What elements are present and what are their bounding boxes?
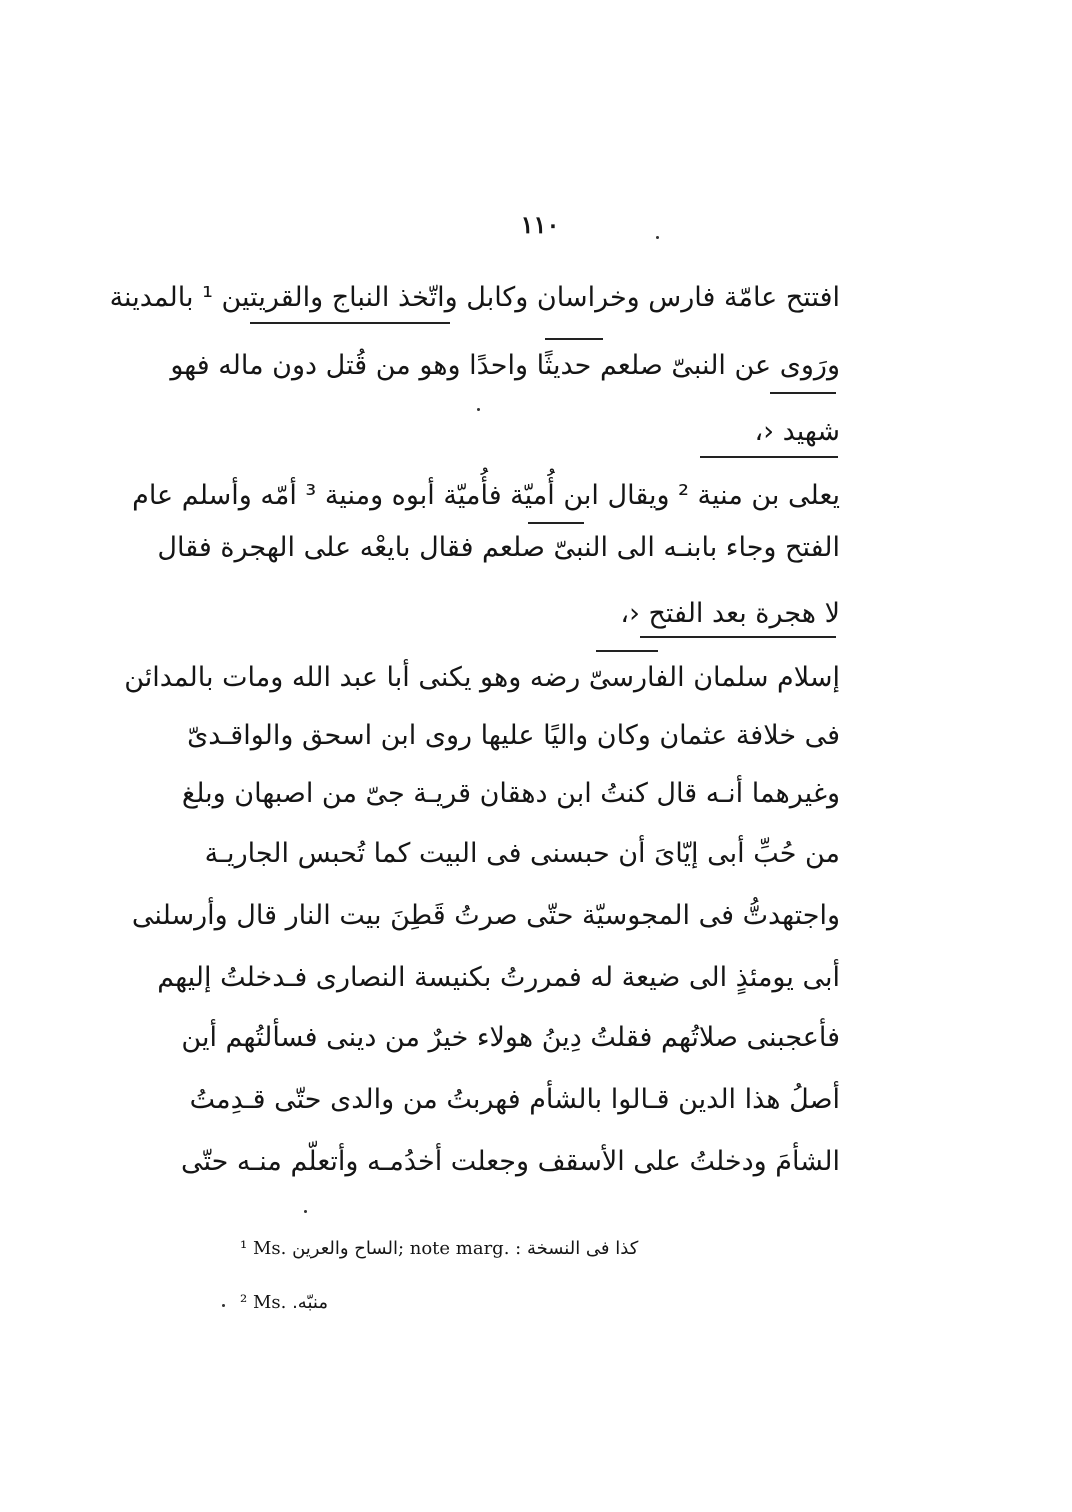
footnote-arabic: الساح والعرين <box>292 1238 398 1259</box>
text-line-11: واجتهدتُّ فى المجوسيّة حتّى صرتُ قَطِنَ بيت النار قال وأرسلنى <box>131 900 840 931</box>
text-line-1: افتتح عامّة فارس وخراسان وكابل واتّخذ النباج والقريتين ¹ بالمدينة <box>109 282 840 313</box>
text-line-9: وغيرهما أنـه قال كنتُ ابن دهقان قريـة جىّ من اصبهان وبلغ <box>181 778 840 809</box>
honorific-overline <box>528 522 584 524</box>
text-line-13: فأعجبنى صلاتُهم فقلتُ دِينُ هولاء خيرٌ من دينى فسألتُهم أين <box>181 1022 840 1053</box>
print-speck <box>222 1304 225 1307</box>
print-speck <box>304 1210 307 1213</box>
footnote-arabic: منبّه. <box>292 1292 328 1313</box>
footnote-2 <box>240 1290 710 1316</box>
section-end-rule <box>700 456 838 458</box>
footnote-label: Ms. <box>252 1292 287 1313</box>
text-line-2: ورَوى عن النبىّ صلعم حديثًا واحدًا وهو من قُتل دون ماله فهو <box>170 350 840 381</box>
text-line-15: الشأمَ ودخلتُ على الأسقف وجعلت أخدُمـه وأتعلّم منـه حتّى <box>180 1146 840 1177</box>
section-end-rule <box>640 636 836 638</box>
text-line-5: الفتح وجاء بابنـه الى النبىّ صلعم فقال بايعْه على الهجرة فقال <box>157 532 840 563</box>
text-line-8: فى خلافة عثمان وكان واليًا عليها روى ابن اسحق والواقـدىّ <box>187 720 840 751</box>
underline-rule <box>250 322 450 324</box>
footnote-arabic-b: كذا فى النسخة <box>526 1238 639 1259</box>
text-line-10: من حُبِّ أبى إيّاىَ أن حبسنى فى البيت كما تُحبس الجاريـة <box>204 838 840 869</box>
print-speck <box>656 236 659 239</box>
page-number: ١١٠ <box>520 210 560 239</box>
footnote-mark: ² <box>240 1292 248 1313</box>
text-line-7: إسلام سلمان الفارسىّ رضه وهو يكنى أبا عبد الله ومات بالمدائن <box>124 662 840 693</box>
text-line-14: أصلُ هذا الدين قـالوا بالشأم فهربتُ من والدى حتّى قـدِمتُ <box>189 1084 840 1115</box>
footnote-1 <box>240 1236 710 1262</box>
footnote-note: ; note marg. : <box>397 1238 522 1259</box>
footnote-label: Ms. <box>252 1238 287 1259</box>
text-line-4: يعلى بن منية ² ويقال ابن أُميّة فأُميّة أبوه ومنية ³ أمّه وأسلم عام <box>132 480 840 511</box>
honorific-overline <box>596 650 658 652</box>
text-line-12: أبى يومئذٍ الى ضيعة له فمررتُ بكنيسة النصارى فـدخلتُ إليهم <box>157 962 840 993</box>
honorific-overline <box>545 338 603 340</box>
print-speck <box>477 408 480 411</box>
text-line-6: لا هجرة بعد الفتح ‹، <box>620 598 840 629</box>
text-line-3: شهيد ‹، <box>754 416 840 447</box>
section-rule <box>770 392 836 394</box>
footnote-mark: ¹ <box>240 1238 248 1259</box>
